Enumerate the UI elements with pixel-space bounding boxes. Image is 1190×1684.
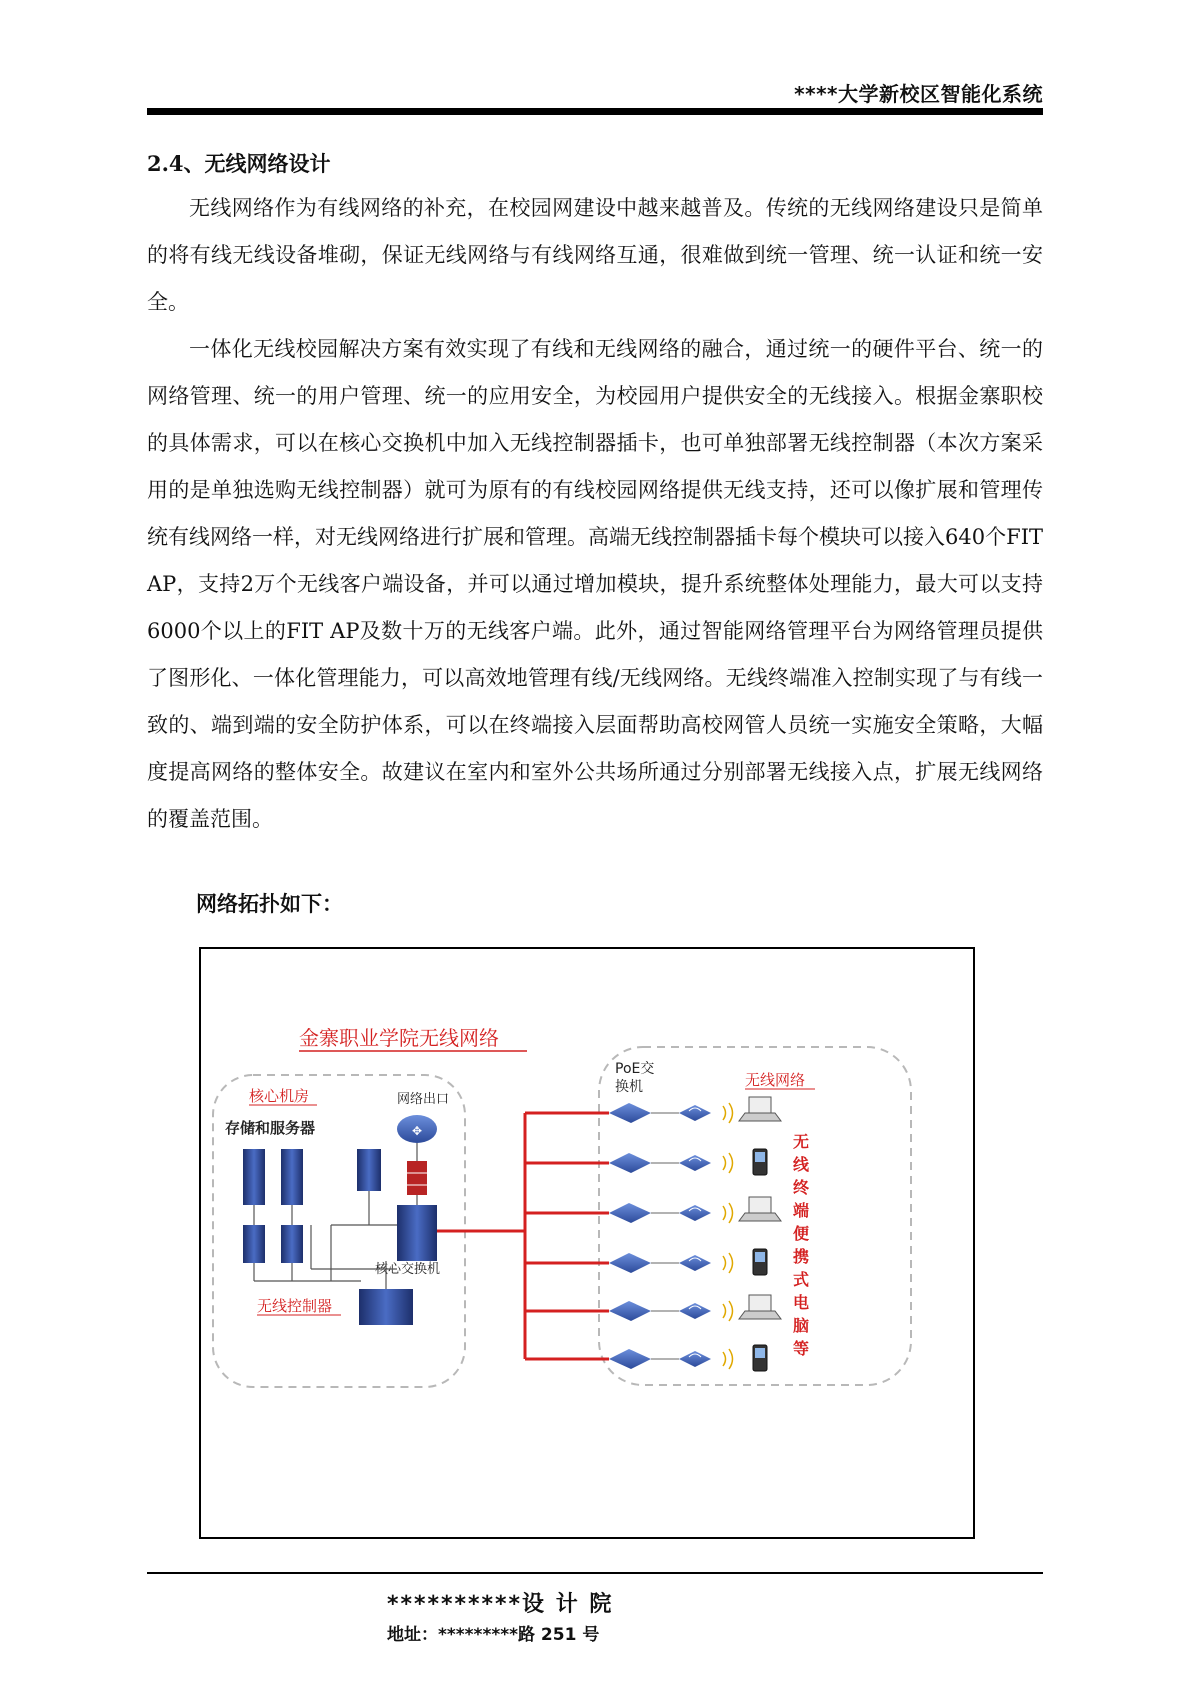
wireless-network-label: 无线网络 <box>745 1071 806 1089</box>
server-unit-2 <box>281 1225 303 1263</box>
poe-switch-label-line1: PoE交 <box>615 1061 655 1077</box>
laptop-base-icon <box>739 1113 781 1121</box>
storage-rack-1 <box>243 1149 265 1205</box>
terminal-label-char: 等 <box>793 1339 810 1358</box>
poe-switch-icon <box>609 1103 651 1123</box>
server-unit-1 <box>243 1225 265 1263</box>
network-topology-diagram <box>201 949 973 1537</box>
poe-switch-label-line2: 换机 <box>615 1079 643 1095</box>
laptop-screen-icon <box>749 1197 771 1213</box>
firewall-icon <box>407 1161 427 1195</box>
poe-switch-icon <box>609 1203 651 1223</box>
footer-organization: **********设 计 院 <box>387 1592 614 1617</box>
terminal-label-char: 端 <box>793 1201 810 1220</box>
radio-waves-icon <box>723 1153 733 1173</box>
figure-caption: 网络拓扑如下： <box>196 891 343 916</box>
poe-switch-icon <box>609 1153 651 1173</box>
pda-screen-icon <box>755 1152 765 1162</box>
radio-waves-icon <box>723 1103 733 1123</box>
server-unit-3 <box>357 1149 381 1191</box>
terminal-label-char: 式 <box>793 1270 810 1289</box>
radio-waves-icon <box>723 1349 733 1369</box>
header-title: ****大学新校区智能化系统 <box>794 82 1043 106</box>
access-point-icon <box>679 1255 711 1271</box>
wireless-controller-icon <box>359 1289 413 1325</box>
poe-switch-icon <box>609 1253 651 1273</box>
terminal-label-char: 线 <box>793 1155 810 1174</box>
footer-address: 地址：*********路 251 号 <box>387 1625 600 1645</box>
storage-rack-2 <box>281 1149 303 1205</box>
access-point-icon <box>679 1205 711 1221</box>
access-point-icon <box>679 1155 711 1171</box>
access-point-icon <box>679 1303 711 1319</box>
core-room-label: 核心机房 <box>249 1087 310 1105</box>
radio-waves-icon <box>723 1203 733 1223</box>
access-point-icon <box>679 1351 711 1367</box>
diagram-title: 金寨职业学院无线网络 <box>299 1026 499 1050</box>
poe-switch-icon <box>609 1349 651 1369</box>
terminal-label-char: 脑 <box>793 1316 810 1335</box>
header-rule <box>147 108 1043 115</box>
terminal-label-char: 携 <box>793 1247 810 1266</box>
terminal-label-char: 终 <box>793 1178 810 1197</box>
router-arrows-icon: ✥ <box>411 1124 423 1138</box>
core-switch-label: 核心交换机 <box>375 1262 441 1277</box>
pda-screen-icon <box>755 1348 765 1358</box>
laptop-screen-icon <box>749 1097 771 1113</box>
terminal-label-char: 便 <box>793 1224 810 1243</box>
network-topology-figure <box>199 947 975 1539</box>
network-exit-label: 网络出口 <box>397 1092 450 1107</box>
access-point-icon <box>679 1105 711 1121</box>
poe-switch-icon <box>609 1301 651 1321</box>
wireless-controller-label: 无线控制器 <box>257 1297 333 1315</box>
paragraph-2: 一体化无线校园解决方案有效实现了有线和无线网络的融合，通过统一的硬件平台、统一的网络管理、统一的用户管理、统一的应用安全，为校园用户提供安全的无线接入。根据金寨职校的具体需求，可以在核心交换机中加入无线控制器插卡，也可单独部署无线控制器（本次方案采用的是单独选购无线控制器）就可为原有的有线校园网络提供无线支持，还可以像扩展和管理传统有线网络一样，对无线网络进行扩展和管理。高端无线控制器插卡每个模块可以接入640个FIT AP，支持2万个无线客户端设备，并可以通过增加模块，提升系统整体处理能力，最大可以支持6000个以上的FIT AP及数十万的无线客户端。此外，通过智能网络管理平台为网络管理员提供了图形化、一体化管理能力，可以高效地管理有线/无线网络。无线终端准入控制实现了与有线一致的、端到端的安全防护体系，可以在终端接入层面帮助高校网管人员统一实施安全策略，大幅度提高网络的整体安全。故建议在室内和室外公共场所通过分别部署无线接入点，扩展无线网络的覆盖范围。 <box>147 337 1043 831</box>
section-title: 2.4、无线网络设计 <box>147 151 331 176</box>
radio-waves-icon <box>723 1253 733 1273</box>
terminal-vertical-label <box>793 1132 810 1358</box>
storage-label: 存储和服务器 <box>225 1119 316 1137</box>
laptop-base-icon <box>739 1311 781 1319</box>
terminal-label-char: 电 <box>793 1293 810 1312</box>
terminal-label-char: 无 <box>793 1132 810 1151</box>
pda-screen-icon <box>755 1252 765 1262</box>
laptop-screen-icon <box>749 1295 771 1311</box>
paragraph-1: 无线网络作为有线网络的补充，在校园网建设中越来越普及。传统的无线网络建设只是简单的将有线无线设备堆砌，保证无线网络与有线网络互通，很难做到统一管理、统一认证和统一安全。 <box>147 196 1043 314</box>
access-rows <box>609 1097 781 1371</box>
radio-waves-icon <box>723 1301 733 1321</box>
footer-rule <box>147 1572 1043 1574</box>
core-switch-icon <box>397 1205 437 1261</box>
trunk-links <box>437 1113 609 1359</box>
laptop-base-icon <box>739 1213 781 1221</box>
